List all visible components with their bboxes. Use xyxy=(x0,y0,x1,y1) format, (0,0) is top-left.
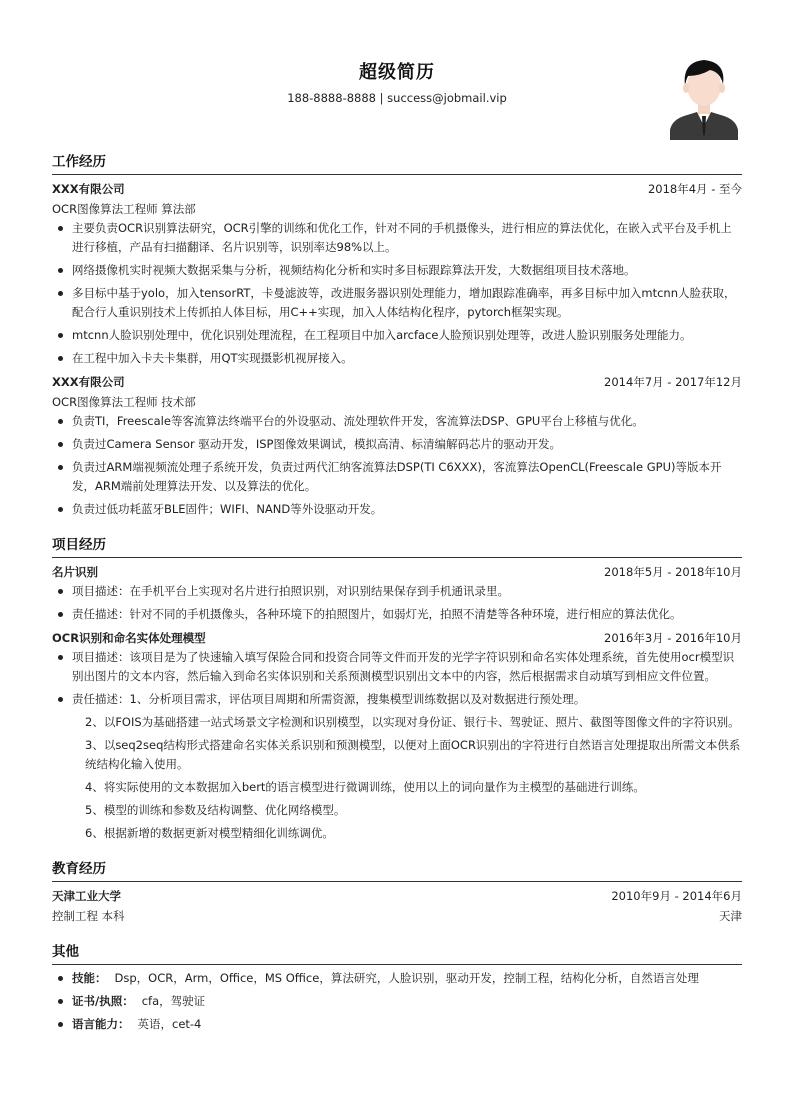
project-name: OCR识别和命名实体处理模型 xyxy=(52,631,206,645)
company-name: XXX有限公司 xyxy=(52,182,125,196)
list-item: 项目描述：在手机平台上实现对名片进行拍照识别，对识别结果保存到手机通讯录里。 xyxy=(52,582,742,601)
resume-page xyxy=(52,0,742,1038)
responsibility-step: 5、模型的训练和参数及结构调整、优化网络模型。 xyxy=(85,803,346,817)
other-label: 证书/执照： xyxy=(72,994,134,1008)
education-sub xyxy=(52,906,742,926)
list-item: 负责TI，Freescale等客流算法终端平台的外设驱动、流处理软件开发，客流算法DSP、GPU平台上移植与优化。 xyxy=(52,412,742,431)
responsibility-step: 4、将实际使用的文本数据加入bert的语言模型进行微调训练，使用以上的词向量作为主模型的基础进行训练。 xyxy=(85,780,645,794)
other-section-title: 其他 xyxy=(52,940,742,965)
responsibility-step: 6、根据新增的数据更新对模型精细化训练调优。 xyxy=(85,826,334,840)
list-item: 负责过低功耗蓝牙BLE固件；WIFI、NAND等外设驱动开发。 xyxy=(52,500,742,519)
education-section-title: 教育经历 xyxy=(52,857,742,882)
list-item: 项目描述：该项目是为了快速输入填写保险合同和投资合同等文件而开发的光学字符识别和命名实体处理系统，首先使用ocr模型识别出图片的文本内容，然后输入到命名实体识别和关系预测模型识别出文本中的内容，然后根据需求自动填写到相应文件位置。 xyxy=(52,648,742,686)
project-entry-head xyxy=(52,628,742,648)
work-date: 2014年7月 - 2017年12月 xyxy=(604,375,742,389)
work-role: OCR图像算法工程师 算法部 xyxy=(52,202,196,216)
list-item: 责任描述：针对不同的手机摄像头，各种环境下的拍照图片，如弱灯光，拍照不清楚等各种环境，进行相应的算法优化。 xyxy=(52,605,742,624)
school-name: 天津工业大学 xyxy=(52,889,121,903)
other-section xyxy=(52,940,742,1034)
work-section-title: 工作经历 xyxy=(52,150,742,175)
education-date: 2010年9月 - 2014年6月 xyxy=(611,889,742,903)
resume-name: 超级简历 xyxy=(359,62,435,83)
list-item xyxy=(52,992,742,1011)
avatar xyxy=(670,56,738,140)
other-value: 英语，cet-4 xyxy=(137,1017,202,1031)
list-item: mtcnn人脸识别处理中，优化识别处理流程，在工程项目中加入arcface人脸预识别处理等，改进人脸识别服务处理能力。 xyxy=(52,326,742,345)
work-entry-head xyxy=(52,179,742,199)
project-date: 2016年3月 - 2016年10月 xyxy=(604,631,742,645)
projects-section-title: 项目经历 xyxy=(52,533,742,558)
project-name: 名片识别 xyxy=(52,565,98,579)
list-item xyxy=(52,969,742,988)
list-item: 责任描述：1、分析项目需求，评估项目周期和所需资源，搜集模型训练数据以及对数据进行预处理。 xyxy=(52,690,742,709)
project-entry xyxy=(52,562,742,624)
other-label: 技能： xyxy=(72,971,107,985)
list-item: 负责过Camera Sensor 驱动开发，ISP图像效果调试，模拟高清、标清编解码芯片的驱动开发。 xyxy=(52,435,742,454)
list-item: 多目标中基于yolo，加入tensorRT，卡曼滤波等，改进服务器识别处理能力，增加跟踪准确率，再多目标中加入mtcnn人脸获取，配合行人重识别技术上传抓拍人体目标，用C++实现，加入人体结构化程序，pytorch框架实现。 xyxy=(52,284,742,322)
project-date: 2018年5月 - 2018年10月 xyxy=(604,565,742,579)
other-value: cfa，驾驶证 xyxy=(141,994,206,1008)
project-bullets xyxy=(52,582,742,624)
responsibility-step: 2、以FOIS为基础搭建一站式场景文字检测和识别模型，以实现对身份证、银行卡、驾驶证、照片、截图等图像文件的字符识别。 xyxy=(85,715,740,729)
education-location: 天津 xyxy=(719,909,742,923)
company-name: XXX有限公司 xyxy=(52,375,125,389)
work-entry-head xyxy=(52,372,742,392)
project-bullets xyxy=(52,648,742,709)
work-date: 2018年4月 - 至今 xyxy=(647,182,742,196)
work-bullets xyxy=(52,412,742,519)
work-entry xyxy=(52,179,742,368)
work-entry xyxy=(52,372,742,519)
other-label: 语言能力： xyxy=(72,1017,130,1031)
contact-info: 188-8888-8888 | success@jobmail.vip xyxy=(287,91,507,105)
education-section xyxy=(52,857,742,926)
project-entry xyxy=(52,628,742,843)
project-entry-head xyxy=(52,562,742,582)
projects-section xyxy=(52,533,742,843)
list-item: 主要负责OCR识别算法研究，OCR引擎的训练和优化工作，针对不同的手机摄像头，进行相应的算法优化，在嵌入式平台及手机上进行移植，产品有扫描翻译、名片识别等，识别率达98%以上。 xyxy=(52,219,742,257)
education-major: 控制工程 本科 xyxy=(52,909,125,923)
list-item xyxy=(52,1015,742,1034)
other-bullets xyxy=(52,969,742,1034)
resume-header xyxy=(52,0,742,150)
list-item: 在工程中加入卡夫卡集群，用QT实现摄影机视屏接入。 xyxy=(52,349,742,368)
work-role: OCR图像算法工程师 技术部 xyxy=(52,395,196,409)
other-value: Dsp，OCR，Arm，Office，MS Office，算法研究，人脸识别，驱动开发，控制工程，结构化分析，自然语言处理 xyxy=(114,971,699,985)
work-section xyxy=(52,150,742,519)
list-item: 负责过ARM端视频流处理子系统开发，负责过两代汇纳客流算法DSP(TI C6XXX)，客流算法OpenCL(Freescale GPU)等版本开发，ARM端前处理算法开发、以及算法的优化。 xyxy=(52,458,742,496)
list-item: 网络摄像机实时视频大数据采集与分析，视频结构化分析和实时多目标跟踪算法开发，大数据组项目技术落地。 xyxy=(52,261,742,280)
responsibility-step: 3、以seq2seq结构形式搭建命名实体关系识别和预测模型，以便对上面OCR识别出的字符进行自然语言处理提取出所需文本供系统结构化输入使用。 xyxy=(85,738,741,771)
education-entry-head xyxy=(52,886,742,906)
work-bullets xyxy=(52,219,742,368)
